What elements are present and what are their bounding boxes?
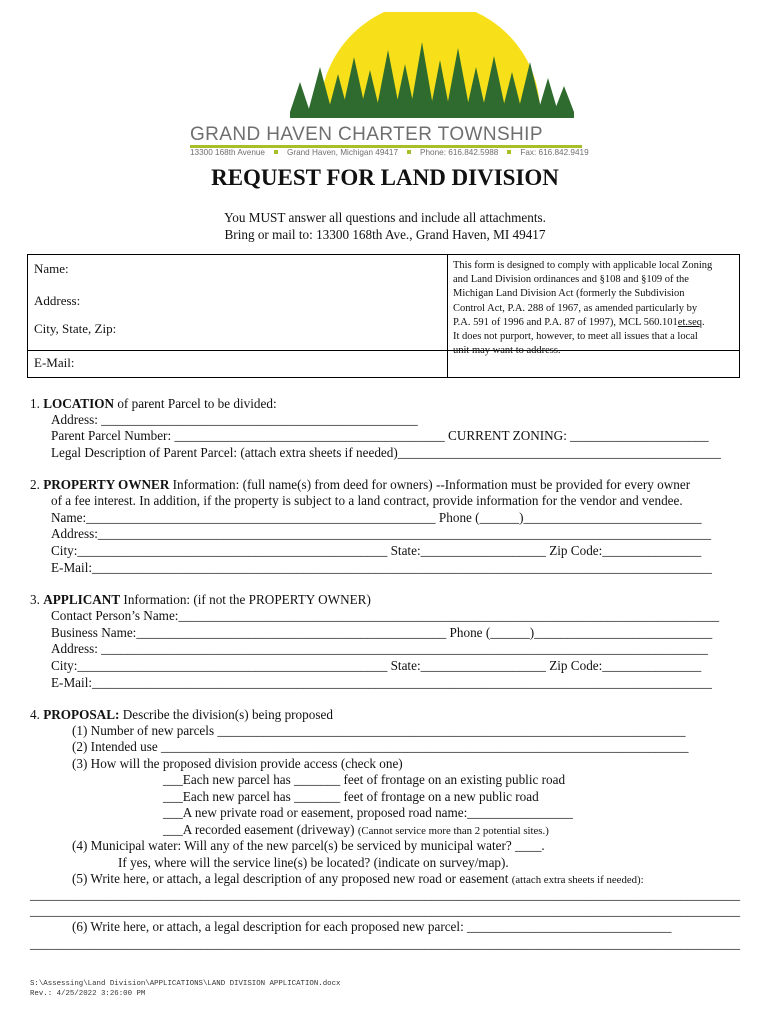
contact-phone: Phone: 616.842.5988 [420,148,499,157]
section-owner-heading: 2. PROPERTY OWNER Information: (full name(s) from deed for owners) --Information must be provided for every owner [30,477,691,492]
applicant-info-box [27,254,740,378]
location-address-field[interactable]: Address: ________________________________________________ [51,412,418,427]
email-field[interactable]: E-Mail: [34,355,75,370]
page-title: REQUEST FOR LAND DIVISION [211,165,559,190]
owner-instructions: of a fee interest. In addition, if the property is subject to a land contract, provide information for the vendor and vendee. [51,493,683,508]
service-line-question: If yes, where will the service line(s) be located? (indicate on survey/map). [118,855,509,870]
parcel-legal-description-prompt[interactable]: (6) Write here, or attach, a legal description for each proposed new parcel: _______________________________ [72,919,672,934]
contact-fax: Fax: 616.842.9419 [520,148,589,157]
access-option-private-road[interactable]: ___A new private road or easement, proposed road name:________________ [163,805,573,820]
contact-person-field[interactable]: Contact Person’s Name:__________________________________________________________________________________ [51,608,720,623]
owner-city-field[interactable]: City:_______________________________________________ State:___________________ Zip Code:_______________ [51,543,702,558]
bullet-icon [274,150,278,154]
contact-city: Grand Haven, Michigan 49417 [286,148,399,157]
owner-address-field[interactable]: Address:_____________________________________________________________________________________________ [51,526,712,541]
legal-description-field[interactable]: Legal Description of Parent Parcel: (attach extra sheets if needed)_________________________________________________ [51,445,721,460]
owner-email-field[interactable]: E-Mail:______________________________________________________________________________________________ [51,560,712,575]
road-legal-description-line[interactable]: ____________________________________________________________________________________________________________ [30,887,741,902]
revision-date: Rev.: 4/25/2022 3:26:00 PM [30,990,146,998]
owner-name-phone-field[interactable]: Name:_____________________________________________________ Phone (______)___________________________ [51,510,702,525]
instruction-line: Bring or mail to: 13300 168th Ave., Grand Haven, MI 49417 [224,227,546,242]
township-logo [280,12,580,127]
access-option-new-road[interactable]: ___Each new parcel has _______ feet of frontage on a new public road [163,789,539,804]
section-applicant-heading: 3. APPLICANT Information: (if not the PROPERTY OWNER) [30,592,371,607]
file-path: S:\Assessing\Land Division\APPLICATIONS\LAND DIVISION APPLICATION.docx [30,980,341,988]
intended-use-field[interactable]: (2) Intended use ________________________________________________________________________________ [72,739,689,754]
parcel-number-field[interactable]: Parent Parcel Number: _________________________________________ CURRENT ZONING: _____________________ [51,428,709,443]
township-contact [190,148,590,157]
contact-address: 13300 168th Avenue [190,148,265,157]
address-field[interactable]: Address: [34,293,81,308]
name-field[interactable]: Name: [34,261,69,276]
township-name: GRAND HAVEN CHARTER TOWNSHIP [190,124,543,145]
applicant-email-field[interactable]: E-Mail:______________________________________________________________________________________________ [51,675,712,690]
road-legal-description-prompt: (5) Write here, or attach, a legal description of any proposed new road or easement (attach extra sheets if needed): [72,871,644,886]
business-name-phone-field[interactable]: Business Name:_______________________________________________ Phone (______)___________________________ [51,625,713,640]
city-state-zip-field[interactable]: City, State, Zip: [34,321,117,336]
section-location-heading: 1. LOCATION of parent Parcel to be divided: [30,396,277,411]
access-option-existing-road[interactable]: ___Each new parcel has _______ feet of frontage on an existing public road [163,772,566,787]
compliance-notice: This form is designed to comply with applicable local Zoning and Land Division ordinances and §108 and §109 of the Michigan Land Division Act (formerly the Subdivision Control Act, P.A. 288 of 1967, as amended particularly by P.A. 591 of 1996 and P.A. 87 of 1997), MCL 560.101et.seq. It does not purport, however, to meet all issues that a local unit may want to address. [453,260,713,357]
access-question: (3) How will the proposed division provide access (check one) [72,756,403,771]
applicant-address-field[interactable]: Address: ____________________________________________________________________________________________ [51,641,708,656]
municipal-water-field[interactable]: (4) Municipal water: Will any of the new parcel(s) be serviced by municipal water? ____. [72,838,545,853]
bullet-icon [507,150,511,154]
instruction-line: You MUST answer all questions and include all attachments. [224,210,546,225]
bullet-icon [407,150,411,154]
access-option-easement[interactable]: ___A recorded easement (driveway) (Cannot service more than 2 potential sites.) [163,822,549,837]
parcel-legal-description-line[interactable]: ____________________________________________________________________________________________________________ [30,936,741,951]
section-proposal-heading: 4. PROPOSAL: Describe the division(s) being proposed [30,707,333,722]
number-of-parcels-field[interactable]: (1) Number of new parcels _______________________________________________________________________ [72,723,686,738]
applicant-city-field[interactable]: City:_______________________________________________ State:___________________ Zip Code:_______________ [51,658,702,673]
road-legal-description-line[interactable]: ____________________________________________________________________________________________________________ [30,903,741,918]
